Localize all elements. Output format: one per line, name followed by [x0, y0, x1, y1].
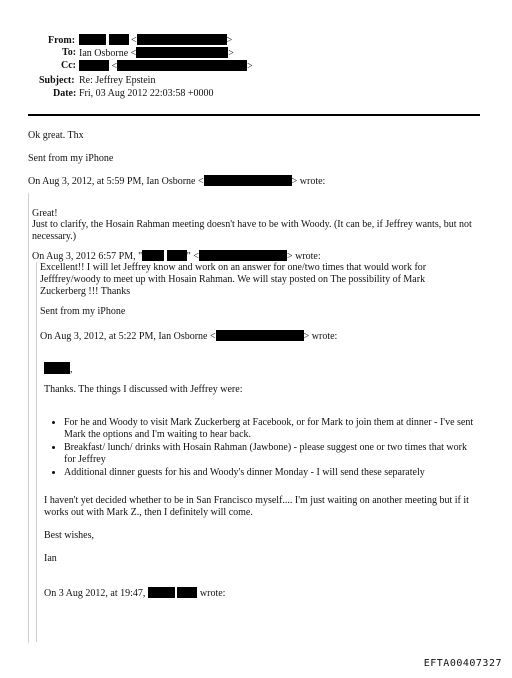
reply-text: Ok great. Thx [28, 130, 84, 141]
redaction-bar [199, 250, 287, 261]
quote-level2-bar [36, 262, 37, 642]
redaction-bar [117, 60, 247, 71]
bullet-item: • For he and Woody to visit Mark Zuckerberg at Facebook, or for Mark to join them at dinner - I've sent Mark the options and I'm waiting to hear back. [64, 417, 476, 441]
quote3-closing: Best wishes, [44, 530, 94, 541]
from-value: < > [79, 34, 232, 47]
quote1-line2: Just to clarify, the Hosain Rahman meeting doesn't have to be with Woody. (It can be, if Jeffrey wants, but not necessary.) [32, 219, 472, 242]
redaction-bar [79, 34, 106, 45]
to-recipient: Ian Osborne [79, 48, 129, 59]
redaction-bar [216, 330, 304, 341]
document-id: EFTA00407327 [423, 658, 502, 669]
redaction-bar [167, 250, 187, 261]
to-label: To: [62, 47, 77, 58]
redaction-bar [109, 34, 129, 45]
redaction-bar [79, 60, 109, 71]
quote3-attribution: On Aug 3, 2012, at 5:22 PM, Ian Osborne < > wrote: [40, 331, 338, 342]
signature-2: Sent from my iPhone [40, 306, 126, 317]
quote-level1-bar [28, 193, 29, 643]
quote4-attribution: On 3 Aug 2012, at 19:47, wrote: [44, 588, 226, 599]
quote1-line1: Great! [32, 208, 58, 219]
date-label: Date: [53, 88, 77, 99]
quote2-attribution: On Aug 3, 2012 6:57 PM, " " < > wrote: [32, 251, 321, 262]
bullet-item: • Breakfast/ lunch/ drinks with Hosain Rahman (Jawbone) - please suggest one or two times that work for Jeffrey [64, 442, 476, 466]
quote3-paragraph: I haven't yet decided whether to be in San Francisco myself.... I'm just waiting on another meeting but if it works out with Mark Z., then I definitely will come. [44, 495, 469, 518]
to-value: Ian Osborne < > [79, 48, 234, 59]
redaction-bar [44, 362, 70, 374]
quote3-name: Ian [44, 553, 57, 564]
subject-value: Re: Jeffrey Epstein [79, 75, 156, 86]
from-label: From: [48, 35, 76, 46]
quote3-greeting: , [44, 362, 73, 376]
redaction-bar [177, 587, 197, 598]
redaction-bar [204, 175, 292, 186]
cc-label: Cc: [61, 60, 76, 71]
signature-1: Sent from my iPhone [28, 153, 114, 164]
redaction-bar [142, 250, 164, 261]
quote3-bullet-list [48, 417, 476, 480]
date-value: Fri, 03 Aug 2012 22:03:58 +0000 [79, 88, 214, 99]
quote1-attribution: On Aug 3, 2012, at 5:59 PM, Ian Osborne < > wrote: [28, 176, 326, 187]
redaction-bar [136, 47, 228, 58]
redaction-bar [137, 34, 227, 45]
quote2-text: Excellent!! I will let Jeffrey know and work on an answer for one/two times that would work for Jefffrey/woody to meet up with Hosain Rahman. We will stay posted on The possibility of Mark Zuckerberg !!! Thanks [40, 262, 427, 297]
header-divider [28, 114, 480, 116]
quote3-intro: Thanks. The things I discussed with Jeffrey were: [44, 384, 243, 395]
subject-label: Subject: [39, 75, 75, 86]
redaction-bar [148, 587, 175, 598]
cc-value: < > [79, 60, 253, 73]
bullet-item: • Additional dinner guests for his and Woody's dinner Monday - I will send these separately [64, 467, 476, 479]
